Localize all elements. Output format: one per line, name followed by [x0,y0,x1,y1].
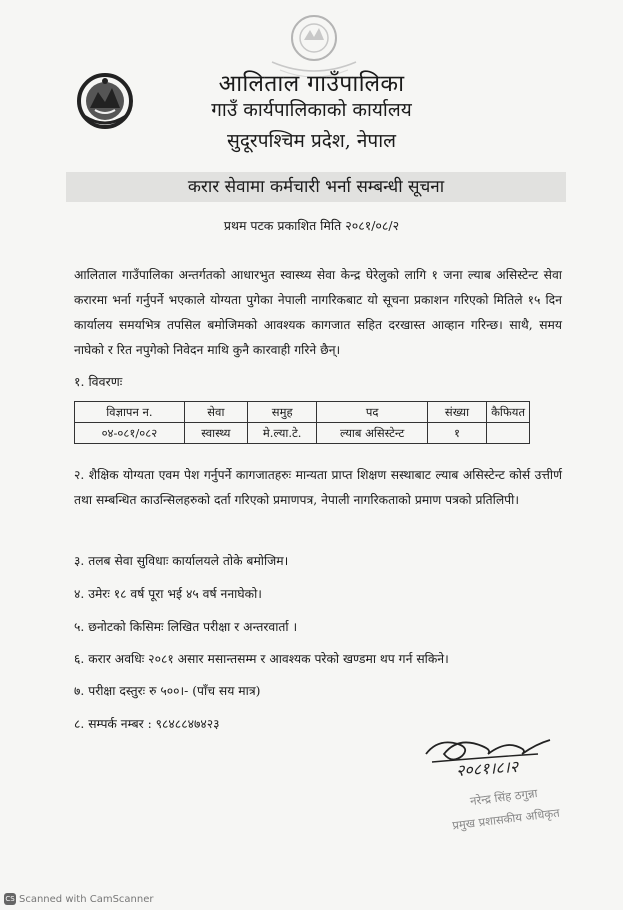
col-header: संख्या [427,402,486,423]
item-selection: ५. छनोटको किसिमः लिखित परीक्षा र अन्तरवार्ता । [74,620,298,634]
col-header: विज्ञापन न. [75,402,185,423]
signature-date: २०८१।८।२ [455,756,519,781]
table-cell: १ [427,423,486,444]
notice-title: करार सेवामा कर्मचारी भर्ना सम्बन्धी सूचना [66,172,566,202]
col-header: पद [317,402,428,423]
col-header: कैफियत [487,402,530,423]
table-row [75,423,530,444]
stamp-officer-title: प्रमुख प्रशासकीय अधिकृत [451,805,561,833]
item-contact: ८. सम्पर्क नम्बर : ९८४८८४७४२३ [74,717,220,731]
col-header: सेवा [184,402,247,423]
stamp-officer-name: नरेन्द्र सिंह ठगुन्ना [469,785,539,809]
table-cell: ०४-०८१/०८२ [75,423,185,444]
camscanner-logo-icon: CS [5,895,15,903]
table-cell: स्वास्थ्य [184,423,247,444]
item-exam-fee: ७. परीक्षा दस्तुरः रु ५००।- (पाँच सय मात्र) [74,684,261,698]
province-name: सुदूरपश्चिम प्रदेश, नेपाल [227,130,396,152]
published-date: प्रथम पटक प्रकाशित मिति २०८१/०८/२ [223,218,400,233]
item-salary: ३. तलब सेवा सुविधाः कार्यालयले तोके बमोजिम। [74,554,289,568]
table-cell [487,423,530,444]
section-details-label: १. विवरणः [74,374,123,389]
item-contract-period: ६. करार अवधिः २०८१ असार मसान्तसम्म र आवश्यक परेको खण्डमा थप गर्न सकिने। [74,652,449,666]
table-cell: ल्याब असिस्टेन्ट [317,423,428,444]
municipality-name: आलिताल गाउँपालिका [218,71,405,97]
office-name: गाउँ कार्यपालिकाको कार्यालय [211,99,412,121]
scanner-text: Scanned with CamScanner [19,894,154,905]
item-age: ४. उमेरः १८ वर्ष पूरा भई ४५ वर्ष ननाघेको। [74,587,262,601]
col-header: समुह [247,402,316,423]
scanner-watermark [4,893,154,905]
notice-body: आलिताल गाउँपालिका अन्तर्गतको आधारभुत स्वास्थ्य सेवा केन्द्र घेरेलुको लागि १ जना ल्याब असिस्टेन्ट सेवा करारमा भर्ना गर्नुपर्ने भएकाले योग्यता पुगेका नेपाली नागरिकबाट यो सूचना प्रकाशन गरिएको मितिले १५ दिन कार्यालय समयभित्र तपसिल बमोजिमको आवश्यक कागजात सहित दरखास्त आव्हान गरिन्छ। साथै, समय नाघेको र रित नपुगेको निवेदन माथि कुनै कारवाही गरिने छैन्। [74,268,562,357]
table-cell: मे.ल्या.टे. [247,423,316,444]
item-qualification: २. शैक्षिक योग्यता एवम पेश गर्नुपर्ने कागजातहरुः मान्यता प्राप्त शिक्षण सस्थाबाट ल्याब असिस्टेन्ट कोर्स उत्तीर्ण तथा सम्बन्धित काउन्सिलहरुको दर्ता गरिएको प्रमाणपत्र, नेपाली नागरिकताको प्रमाण पत्रको प्रतिलिपी। [74,468,562,507]
vacancy-table [74,401,530,444]
table-header-row [75,402,530,423]
